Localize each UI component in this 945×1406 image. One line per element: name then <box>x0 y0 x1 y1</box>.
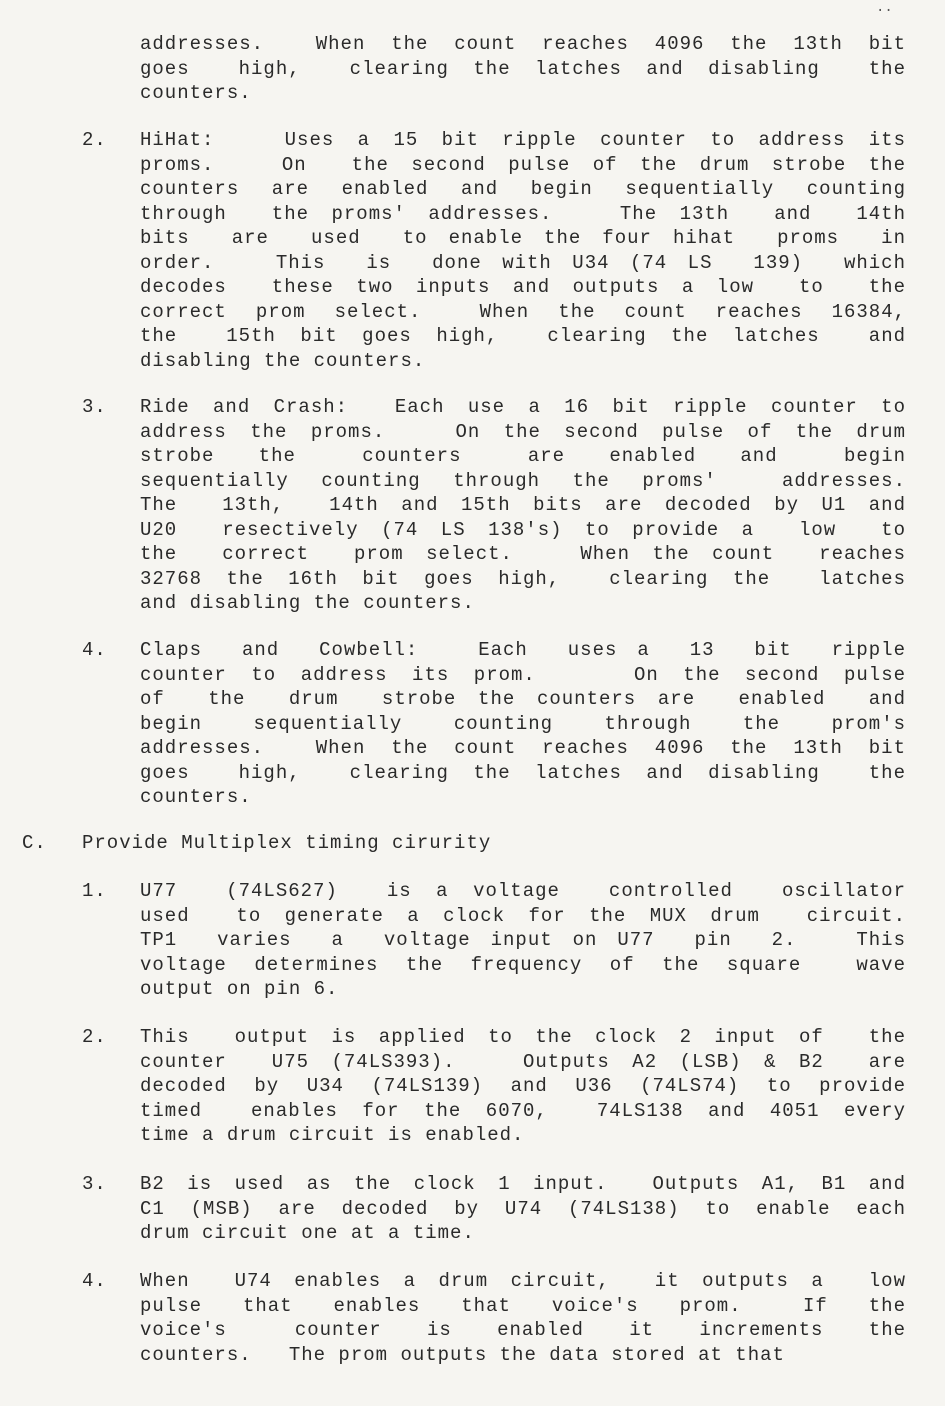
list-item-number: 3. <box>82 1173 107 1195</box>
paragraph-line: counters are enabled and begin sequentially counting <box>140 178 906 200</box>
paragraph-line: U20 resectively (74 LS 138's) to provide a low to <box>140 518 906 541</box>
paragraph-line: the 15th bit goes high, clearing the latches and <box>140 325 906 347</box>
paragraph-line: Claps and Cowbell: Each uses a 13 bit ripple <box>140 639 906 661</box>
paragraph-line: TP1 varies a voltage input on U77 pin 2. This <box>140 929 906 951</box>
paragraph-line: counters. <box>140 786 252 808</box>
list-item-number: 1. <box>82 880 107 902</box>
list-item-number: 2. <box>82 1026 107 1048</box>
paragraph-line: Ride and Crash: Each use a 16 bit ripple counter to <box>140 396 906 418</box>
paragraph-line: voltage determines the frequency of the square wave <box>140 953 906 976</box>
section-letter: C. <box>22 832 47 854</box>
list-item-number: 4. <box>82 1270 107 1292</box>
paragraph-line: correct prom select. When the count reaches 16384, <box>140 300 906 323</box>
list-item-number: 3. <box>82 396 107 418</box>
paragraph-line: address the proms. On the second pulse of the drum <box>140 420 906 443</box>
paragraph-line: bits are used to enable the four hihat proms in <box>140 227 906 249</box>
corner-mark: .. <box>876 0 893 16</box>
paragraph-line: timed enables for the 6070, 74LS138 and 4051 every <box>140 1099 906 1122</box>
paragraph-line: The 13th, 14th and 15th bits are decoded by U1 and <box>140 494 906 516</box>
paragraph-line: U77 (74LS627) is a voltage controlled oscillator <box>140 880 906 902</box>
paragraph-line: goes high, clearing the latches and disabling the <box>140 761 906 784</box>
paragraph-line: time a drum circuit is enabled. <box>140 1124 525 1146</box>
paragraph-line: addresses. When the count reaches 4096 the 13th bit <box>140 737 906 759</box>
paragraph-line: strobe the counters are enabled and begin <box>140 445 906 467</box>
paragraph-line: counters. The prom outputs the data stored at that <box>140 1343 785 1366</box>
paragraph-line: goes high, clearing the latches and disabling the <box>140 57 906 80</box>
paragraph-line: and disabling the counters. <box>140 592 475 614</box>
section-title: Provide Multiplex timing cirurity <box>82 832 492 854</box>
paragraph-line: voice's counter is enabled it increments the <box>140 1319 906 1341</box>
paragraph-line: proms. On the second pulse of the drum strobe the <box>140 153 906 176</box>
paragraph-line: 32768 the 16th bit goes high, clearing the latches <box>140 567 906 590</box>
paragraph-line: sequentially counting through the proms' addresses. <box>140 469 906 492</box>
paragraph-line: This output is applied to the clock 2 input of the <box>140 1026 906 1048</box>
paragraph-line: order. This is done with U34 (74 LS 139) which <box>140 251 906 274</box>
paragraph-line: pulse that enables that voice's prom. If the <box>140 1294 906 1317</box>
paragraph-line: the correct prom select. When the count reaches <box>140 543 906 565</box>
paragraph-line: counter U75 (74LS393). Outputs A2 (LSB) & B2 are <box>140 1050 906 1073</box>
paragraph-line: counters. <box>140 82 252 104</box>
paragraph-line: through the proms' addresses. The 13th and 14th <box>140 202 906 225</box>
paragraph-line: counter to address its prom. On the second pulse <box>140 663 906 686</box>
paragraph-line: C1 (MSB) are decoded by U74 (74LS138) to enable each <box>140 1197 906 1220</box>
list-item-number: 2. <box>82 129 107 151</box>
paragraph-line: decoded by U34 (74LS139) and U36 (74LS74) to provide <box>140 1075 906 1097</box>
paragraph-line: used to generate a clock for the MUX drum circuit. <box>140 904 906 927</box>
paragraph-line: begin sequentially counting through the prom's <box>140 712 906 735</box>
paragraph-line: output on pin 6. <box>140 978 339 1000</box>
paragraph-line: B2 is used as the clock 1 input. Outputs A1, B1 and <box>140 1173 906 1195</box>
paragraph-line: When U74 enables a drum circuit, it outputs a low <box>140 1270 906 1292</box>
paragraph-line: decodes these two inputs and outputs a low to the <box>140 276 906 298</box>
paragraph-line: disabling the counters. <box>140 349 426 372</box>
paragraph-line: HiHat: Uses a 15 bit ripple counter to address its <box>140 129 906 151</box>
paragraph-line: of the drum strobe the counters are enabled and <box>140 688 906 710</box>
paragraph-line: addresses. When the count reaches 4096 the 13th bit <box>140 33 906 55</box>
paragraph-line: drum circuit one at a time. <box>140 1222 475 1244</box>
list-item-number: 4. <box>82 639 107 661</box>
